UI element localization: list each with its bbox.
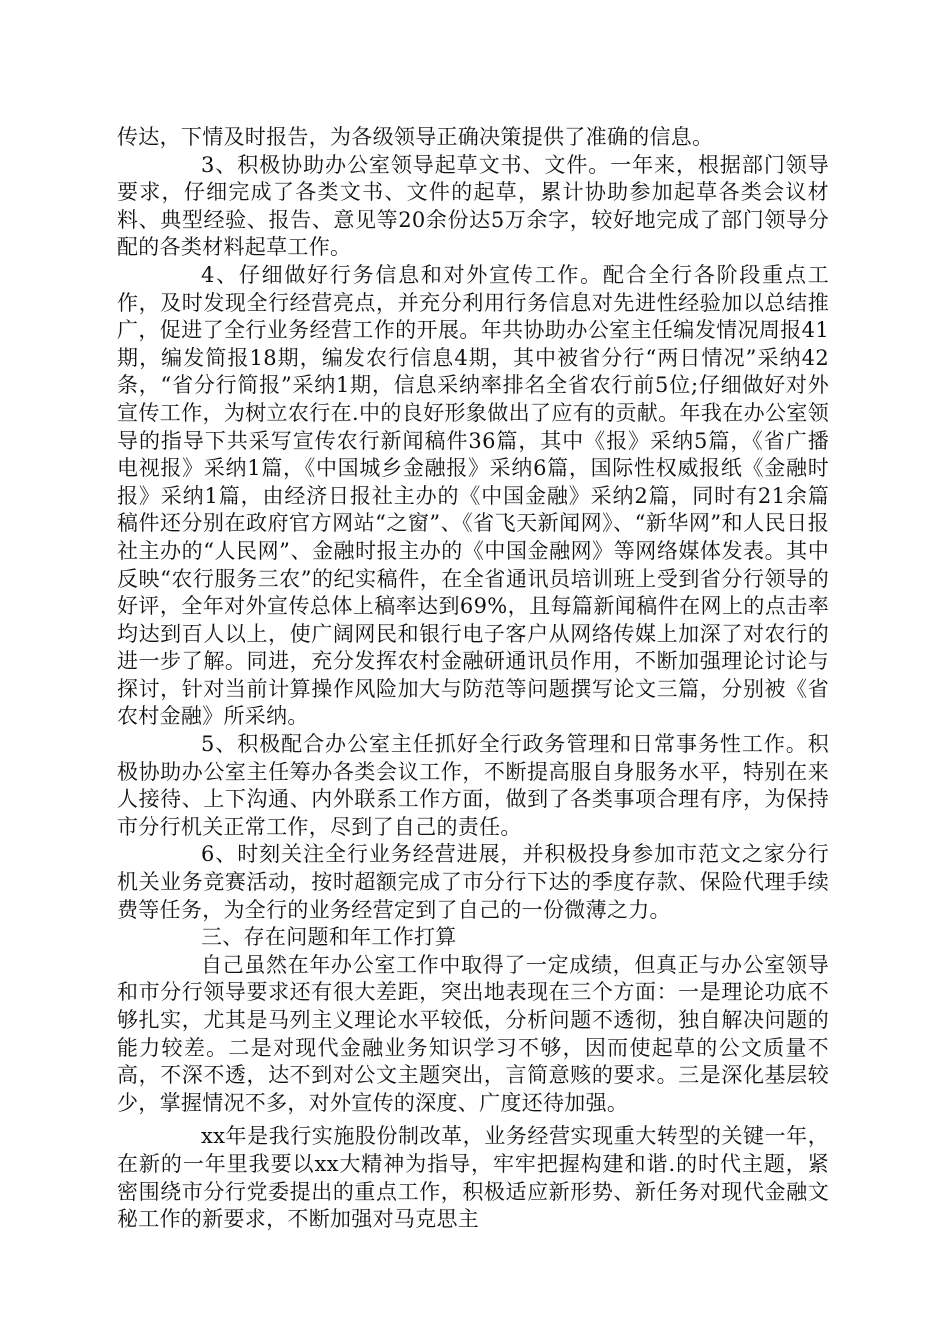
paragraph-continuation: 传达，下情及时报告，为各级领导正确决策提供了准确的信息。 [117,125,714,149]
section-heading: 三、存在问题和年工作打算 [201,925,457,950]
paragraph-plan: xx年是我行实施股份制改革，业务经营实现重大转型的关键一年，在新的一年里我要以xx大精神为指导，牢牢把握构建和谐.的时代主题，紧密围绕市分行党委提出的重点工作，积极适应新形势、新任务对现代金融文秘工作的新要求，不断加强对马克思主 [117,1124,829,1232]
paragraph-item-5: 5、积极配合办公室主任抓好全行政务管理和日常事务性工作。积极协助办公室主任筹办各类会议工作，不断提高服自身服务水平，特别在来人接待、上下沟通、内外联系工作方面，做到了各类事项合理有序，为保持市分行机关正常工作，尽到了自己的责任。 [117,732,829,839]
paragraph-item-4: 4、仔细做好行务信息和对外宣传工作。配合全行各阶段重点工作，及时发现全行经营亮点，并充分利用行务信息对先进性经验加以总结推广，促进了全行业务经营工作的开展。年共协助办公室主任编发情况周报41期，编发简报18期，编发农行信息4期，其中被省分行“两日情况”采纳42条，“省分行简报”采纳1期，信息采纳率排名全省农行前5位;仔细做好对外宣传工作，为树立农行在.中的良好形象做出了应有的贡献。年我在办公室领导的指导下共采写宣传农行新闻稿件36篇，其中《报》采纳5篇，《省广播电视报》采纳1篇，《中国城乡金融报》采纳6篇，国际性权威报纸《金融时报》采纳1篇，由经济日报社主办的《中国金融》采纳2篇，同时有21余篇稿件还分别在政府官方网站“之窗”、《省飞天新闻网》、“新华网”和人民日报社主办的“人民网”、金融时报主办的《中国金融网》等网络媒体发表。其中反映“农行服务三农”的纪实稿件，在全省通讯员培训班上受到省分行领导的好评，全年对外宣传总体上稿率达到69%，且每篇新闻稿件在网上的点击率均达到百人以上，使广阔网民和银行电子客户从网络传媒上加深了对农行的进一步了解。同进，充分发挥农村金融研通讯员作用，不断加强理论讨论与探讨，针对当前计算操作风险加大与防范等问题撰写论文三篇，分别被《省农村金融》所采纳。 [117,262,829,729]
paragraph-item-6: 6、时刻关注全行业务经营进展，并积极投身参加市范文之家分行机关业务竞赛活动，按时超额完成了市分行下达的季度存款、保险代理手续费等任务，为全行的业务经营定到了自己的一份微薄之力。 [117,842,829,922]
document-body [117,124,829,1234]
paragraph-problems: 自己虽然在年办公室工作中取得了一定成绩，但真正与办公室领导和市分行领导要求还有很大差距，突出地表现在三个方面：一是理论功底不够扎实，尤其是马列主义理论水平较低，分析问题不透彻，独自解决问题的能力较差。二是对现代金融业务知识学习不够，因而使起草的公文质量不高，不深不透，达不到对公文主题突出，言简意赅的要求。三是深化基层较少，掌握情况不多，对外宣传的深度、广度还待加强。 [117,952,829,1115]
paragraph-item-3: 3、积极协助办公室领导起草文书、文件。一年来，根据部门领导要求，仔细完成了各类文书、文件的起草，累计协助参加起草各类会议材料、典型经验、报告、意见等20余份达5万余字，较好地完成了部门领导分配的各类材料起草工作。 [117,152,829,260]
